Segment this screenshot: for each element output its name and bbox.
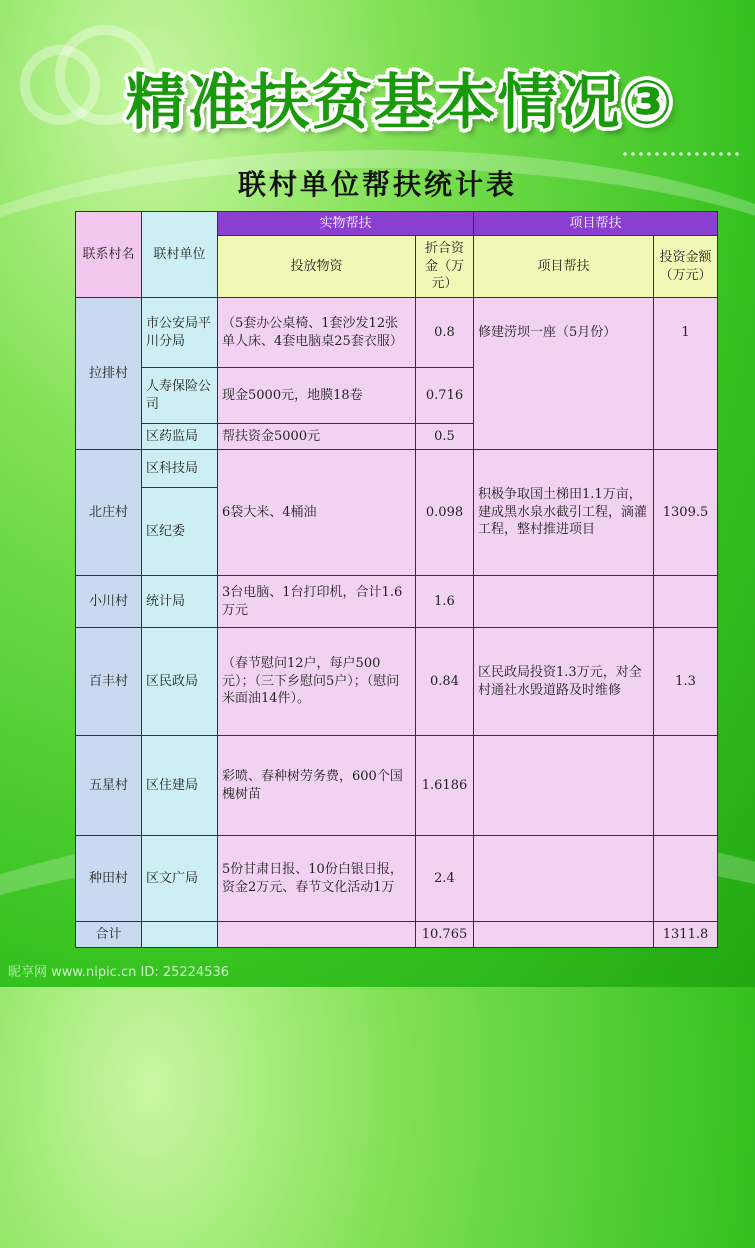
project-cell: [474, 836, 654, 922]
invest-cell: [654, 836, 718, 922]
table-row: [76, 450, 718, 488]
invest-cell: [654, 736, 718, 836]
table-row: [76, 576, 718, 628]
project-cell: [474, 576, 654, 628]
total-invest: 1311.8: [654, 922, 718, 948]
unit-name: 区科技局: [142, 450, 218, 488]
total-row: [76, 922, 718, 948]
total-value: 10.765: [416, 922, 474, 948]
invest-cell: 1: [654, 298, 718, 450]
project-cell: 修建涝坝一座（5月份）: [474, 298, 654, 450]
village-name: 百丰村: [76, 628, 142, 736]
items-cell: 彩喷、春种树劳务费，600个国槐树苗: [218, 736, 416, 836]
page-title: 精准扶贫基本情况③: [125, 68, 675, 138]
header-project-group: 项目帮扶: [474, 212, 718, 236]
table-row: [76, 836, 718, 922]
header-value: 折合资金（万元）: [416, 236, 474, 298]
items-cell: 帮扶资金5000元: [218, 424, 416, 450]
items-cell: （5套办公桌椅、1套沙发12张单人床、4套电脑桌25套衣服）: [218, 298, 416, 368]
unit-name: 区纪委: [142, 488, 218, 576]
value-cell: 0.5: [416, 424, 474, 450]
watermark: 昵享网 www.nipic.cn ID: 25224536: [8, 965, 230, 980]
header-invest: 投资金额（万元）: [654, 236, 718, 298]
unit-name: 人寿保险公司: [142, 368, 218, 424]
unit-name: 区民政局: [142, 628, 218, 736]
unit-name: [142, 922, 218, 948]
total-label: 合计: [76, 922, 142, 948]
unit-name: 市公安局平川分局: [142, 298, 218, 368]
header-unit: 联村单位: [142, 212, 218, 298]
village-name: 小川村: [76, 576, 142, 628]
assistance-table: [75, 211, 718, 948]
project-cell: 积极争取国土梯田1.1万亩，建成黑水泉水截引工程，滴灌工程，整村推进项目: [474, 450, 654, 576]
unit-name: 统计局: [142, 576, 218, 628]
unit-name: 区药监局: [142, 424, 218, 450]
project-cell: [474, 736, 654, 836]
items-cell: （春节慰问12户，每户500元）；（三下乡慰问5户）；（慰问米面油14件）。: [218, 628, 416, 736]
unit-name: 区住建局: [142, 736, 218, 836]
table-title: 联村单位帮扶统计表: [237, 168, 517, 201]
table-row: [76, 736, 718, 836]
header-project: 项目帮扶: [474, 236, 654, 298]
items-cell: 6袋大米、4桶油: [218, 450, 416, 576]
items-cell: 3台电脑、1台打印机，合计1.6万元: [218, 576, 416, 628]
items-cell: 现金5000元，地膜18卷: [218, 368, 416, 424]
items-cell: [218, 922, 416, 948]
value-cell: 0.716: [416, 368, 474, 424]
value-cell: 0.84: [416, 628, 474, 736]
value-cell: 0.8: [416, 298, 474, 368]
project-cell: 区民政局投资1.3万元，对全村通社水毁道路及时维修: [474, 628, 654, 736]
value-cell: 1.6186: [416, 736, 474, 836]
value-cell: 2.4: [416, 836, 474, 922]
table-row: [76, 628, 718, 736]
value-cell: 0.098: [416, 450, 474, 576]
invest-cell: [654, 576, 718, 628]
header-material-group: 实物帮扶: [218, 212, 474, 236]
header-village: 联系村名: [76, 212, 142, 298]
items-cell: 5份甘肃日报、10份白银日报，资金2万元、春节文化活动1万: [218, 836, 416, 922]
table-row: [76, 298, 718, 368]
invest-cell: 1309.5: [654, 450, 718, 576]
header-items: 投放物资: [218, 236, 416, 298]
invest-cell: 1.3: [654, 628, 718, 736]
unit-name: 区文广局: [142, 836, 218, 922]
village-name: 拉排村: [76, 298, 142, 450]
value-cell: 1.6: [416, 576, 474, 628]
village-name: 北庄村: [76, 450, 142, 576]
project-cell: [474, 922, 654, 948]
dot-decoration: [621, 150, 741, 160]
village-name: 种田村: [76, 836, 142, 922]
village-name: 五星村: [76, 736, 142, 836]
